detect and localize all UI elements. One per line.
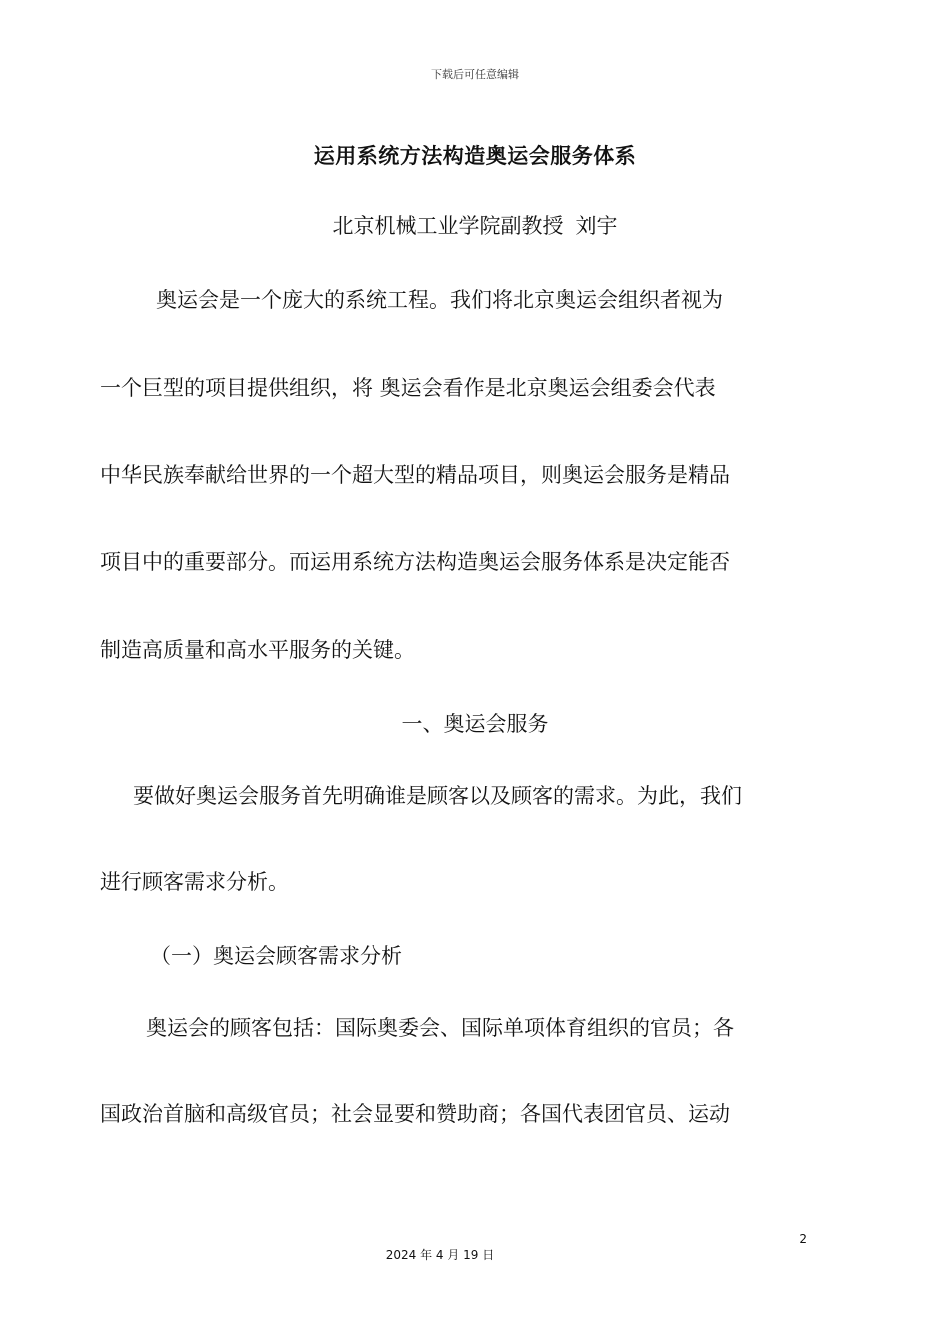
paragraph-line: 奥运会是一个庞大的系统工程。我们将北京奥运会组织者视为 [156,288,723,312]
author-affiliation: 北京机械工业学院副教授 [332,214,564,238]
header-note: 下载后可任意编辑 [431,68,519,81]
paragraph-line: 制造高质量和高水平服务的关键。 [100,638,415,662]
paragraph-line: 项目中的重要部分。而运用系统方法构造奥运会服务体系是决定能否 [100,550,730,574]
paragraph-line: 奥运会的顾客包括：国际奥委会、国际单项体育组织的官员；各 [146,1016,734,1040]
footer-date: 2024 年 4 月 19 日 [385,1248,495,1262]
document-title: 运用系统方法构造奥运会服务体系 [313,144,637,168]
paragraph-line: 中华民族奉献给世界的一个超大型的精品项目，则奥运会服务是精品 [100,463,730,487]
author-name: 刘宇 [575,214,618,238]
page-number: 2 [799,1232,807,1246]
paragraph-line: 要做好奥运会服务首先明确谁是顾客以及顾客的需求。为此，我们 [133,784,742,808]
paragraph-line: 国政治首脑和高级官员；社会显要和赞助商；各国代表团官员、运动 [100,1102,730,1126]
section-heading: 一、奥运会服务 [401,712,549,736]
paragraph-line: 进行顾客需求分析。 [100,870,289,894]
paragraph-line: 一个巨型的项目提供组织，将 奥运会看作是北京奥运会组委会代表 [100,376,716,400]
author-line [0,210,950,240]
subsection-heading: （一）奥运会顾客需求分析 [150,944,402,968]
